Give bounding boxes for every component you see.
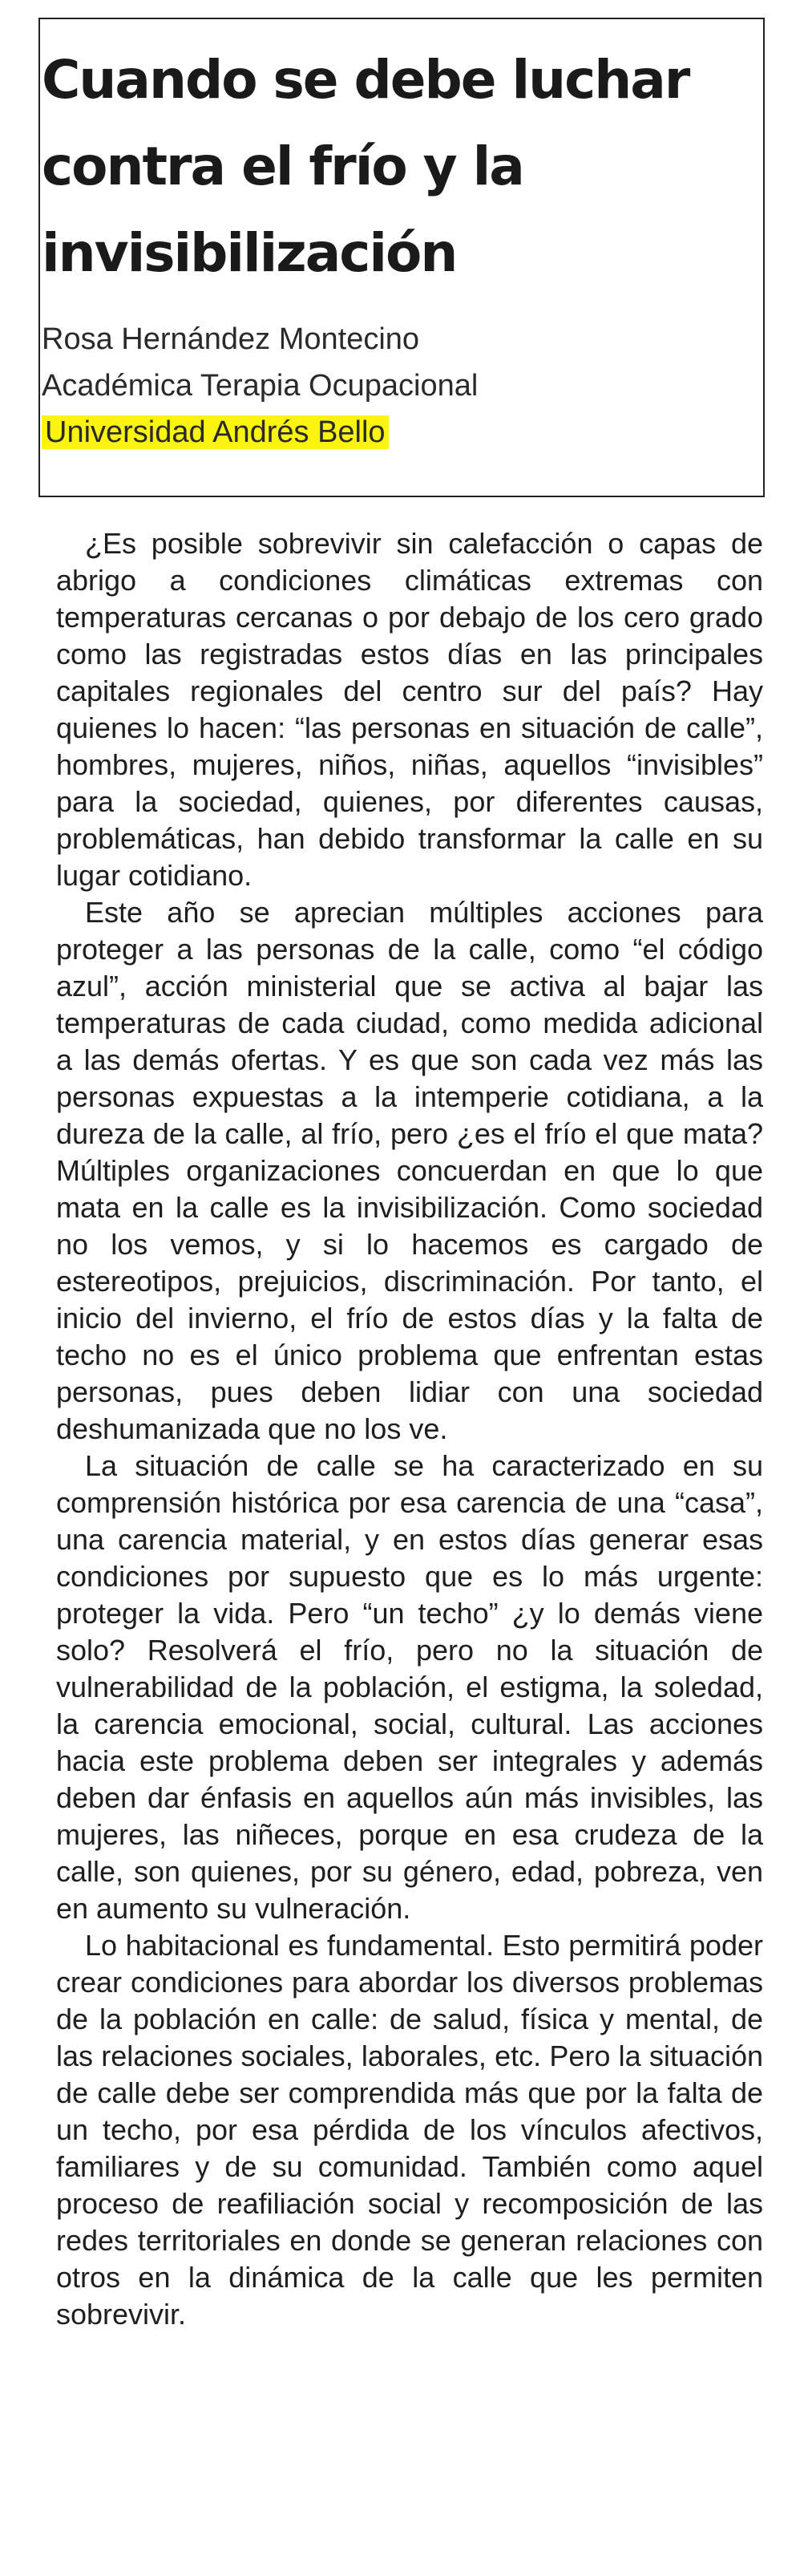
author-name: Rosa Hernández Montecino: [42, 322, 420, 356]
paragraph: Lo habitacional es fundamental. Esto permitirá poder crear condiciones para abordar los diversos problemas de la población en calle: de salud, física y mental, de las relaciones sociales, laborales, etc. Pero la situación de calle debe ser comprendida más que por la falta de un techo, por esa pérdida de los vínculos afectivos, familiares y de su comunidad. También como aquel proceso de reafiliación social y recomposición de las redes territoriales en donde se generan relaciones con otros en la dinámica de la calle que les permiten sobrevivir.: [56, 1929, 763, 2331]
author-institution: [42, 408, 389, 456]
article-body: [56, 525, 763, 2333]
paragraph: Este año se aprecian múltiples acciones para proteger a las personas de la calle, como “el código azul”, acción ministerial que se activa al bajar las temperaturas de cada ciudad, como medida adicional a las demás ofertas. Y es que son cada vez más las personas expuestas a la intemperie cotidiana, a la dureza de la calle, al frío, pero ¿es el frío el que mata? Múltiples organizaciones concuerdan en que lo que mata en la calle es la invisibilización. Como sociedad no los vemos, y si lo hacemos es cargado de estereotipos, prejuicios, discriminación. Por tanto, el inicio del invierno, el frío de estos días y la falta de techo no es el único problema que enfrentan estas personas, pues deben lidiar con una sociedad deshumanizada que no los ve.: [56, 896, 763, 1445]
article-title: Cuando se debe luchar contra el frío y la invisibilización: [42, 49, 689, 284]
institution-highlight: Universidad Andrés Bello: [42, 415, 389, 449]
paragraph: ¿Es posible sobrevivir sin calefacción o capas de abrigo a condiciones climáticas extremas con temperaturas cercanas o por debajo de los cero grado como las registradas estos días en las principales capitales regionales del centro sur del país? Hay quienes lo hacen: “las personas en situación de calle”, hombres, mujeres, niños, niñas, aquellos “invisibles” para la sociedad, quienes, por diferentes causas, problemáticas, han debido transformar la calle en su lugar cotidiano.: [56, 527, 763, 892]
paragraph: La situación de calle se ha caracterizado en su comprensión histórica por esa carencia de una “casa”, una carencia material, y en estos días generar esas condiciones por supuesto que es lo más urgente: proteger la vida. Pero “un techo” ¿y lo demás viene solo? Resolverá el frío, pero no la situación de vulnerabilidad de la población, el estigma, la soledad, la carencia emocional, social, cultural. Las acciones hacia este problema deben ser integrales y además deben dar énfasis en aquellos aún más invisibles, las mujeres, las niñeces, porque en esa crudeza de la calle, son quienes, por su género, edad, pobreza, ven en aumento su vulneración.: [56, 1449, 763, 1925]
author-role: Académica Terapia Ocupacional: [42, 369, 479, 403]
